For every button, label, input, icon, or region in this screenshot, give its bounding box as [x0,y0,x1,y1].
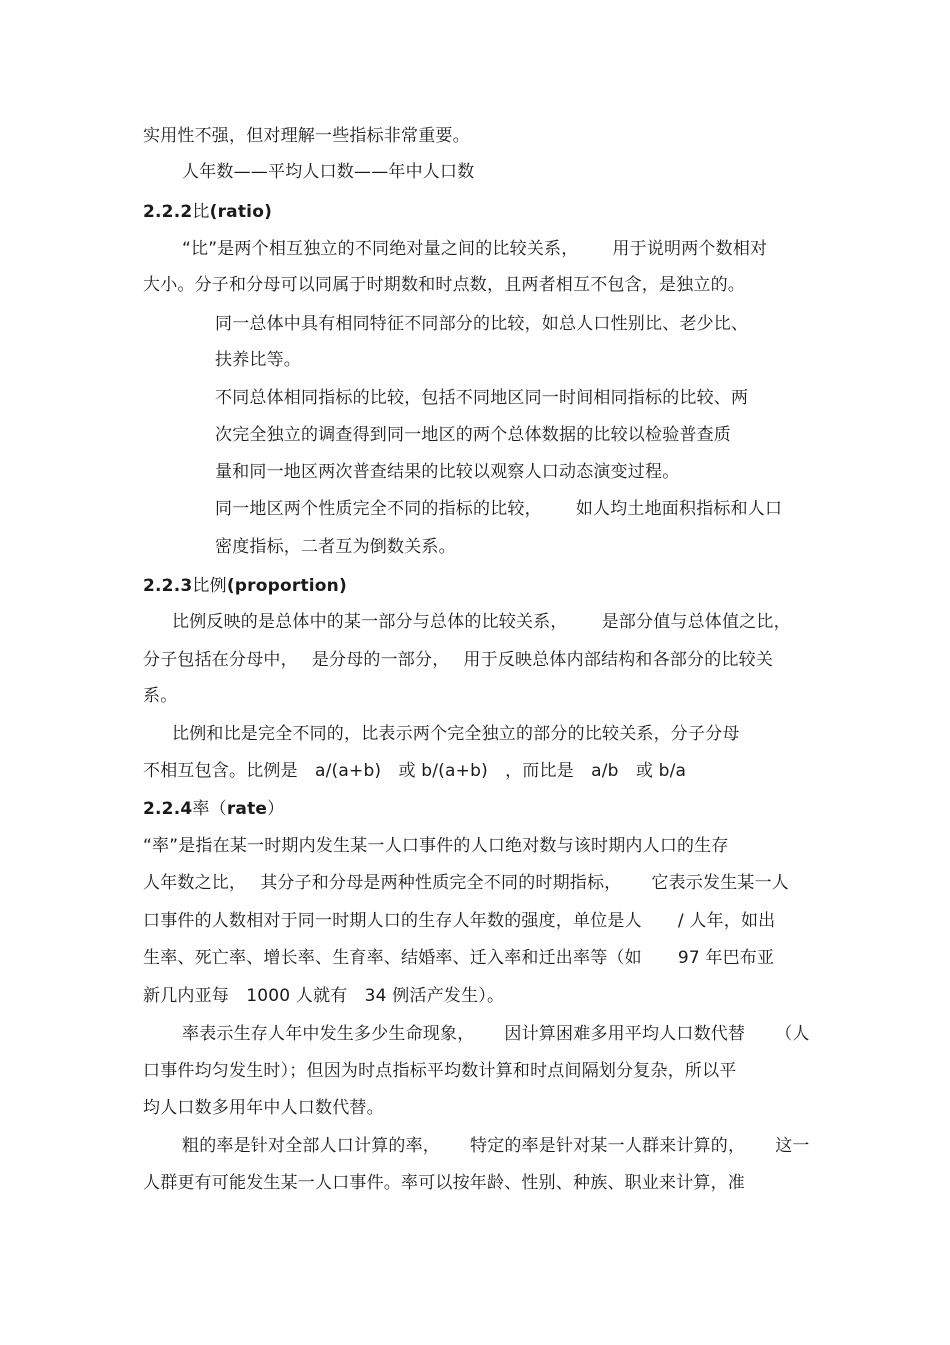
paragraph-line: 口事件的人数相对于同一时期人口的生存人年数的强度，单位是人 / 人年，如出 [143,911,776,931]
paragraph-line: 生率、死亡率、增长率、生育率、结婚率、迁入率和迁出率等（如 97 年巴布亚 [143,948,775,968]
list-item-line: 密度指标，二者互为倒数关系。 [215,537,456,557]
paragraph-line: 实用性不强，但对理解一些指标非常重要。 [143,126,470,146]
list-item-line: 量和同一地区两次普查结果的比较以观察人口动态演变过程。 [215,462,680,482]
paragraph-line: 系。 [143,686,178,706]
section-heading-2-2-4: 2.2.4率（rate） [143,799,285,819]
list-item-line: 同一地区两个性质完全不同的指标的比较， 如人均土地面积指标和人口 [215,499,783,519]
paragraph-line: 率表示生存人年中发生多少生命现象， 因计算困难多用平均人口数代替 （人 [182,1024,810,1044]
paragraph-line: 比例和比是完全不同的，比表示两个完全独立的部分的比较关系，分子分母 [172,724,740,744]
paragraph-line: 比例反映的是总体中的某一部分与总体的比较关系， 是部分值与总体值之比， [172,612,791,632]
section-heading-2-2-2: 2.2.2比(ratio) [143,202,273,222]
paragraph-line: “率”是指在某一时期内发生某一人口事件的人口绝对数与该时期内人口的生存 [143,836,729,856]
paragraph-line: 均人口数多用年中人口数代替。 [143,1098,384,1118]
list-item-line: 扶养比等。 [215,350,301,370]
paragraph-line: 口事件均匀发生时）；但因为时点指标平均数计算和时点间隔划分复杂，所以平 [143,1061,737,1081]
paragraph-line: 新几内亚每 1000 人就有 34 例活产发生）。 [143,986,505,1006]
paragraph-line: 人年数之比， 其分子和分母是两种性质完全不同的时期指标， 它表示发生某一人 [143,873,790,893]
list-item-line: 不同总体相同指标的比较，包括不同地区同一时间相同指标的比较、两 [215,388,749,408]
paragraph-line: 分子包括在分母中， 是分母的一部分， 用于反映总体内部结构和各部分的比较关 [143,650,774,670]
paragraph-line: 人年数——平均人口数——年中人口数 [182,162,475,182]
paragraph-line: 粗的率是针对全部人口计算的率， 特定的率是针对某一人群来计算的， 这一 [182,1136,810,1156]
list-item-line: 同一总体中具有相同特征不同部分的比较，如总人口性别比、老少比、 [215,314,749,334]
paragraph-line: “比”是两个相互独立的不同绝对量之间的比较关系， 用于说明两个数相对 [182,239,768,259]
paragraph-line: 人群更有可能发生某一人口事件。率可以按年龄、性别、种族、职业来计算，准 [143,1173,745,1193]
section-heading-2-2-3: 2.2.3比例(proportion) [143,576,347,596]
paragraph-line: 大小。分子和分母可以同属于时期数和时点数，且两者相互不包含，是独立的。 [143,275,745,295]
paragraph-line: 不相互包含。比例是 a/(a+b) 或 b/(a+b) ，而比是 a/b 或 b/a [143,761,687,781]
list-item-line: 次完全独立的调查得到同一地区的两个总体数据的比较以检验普查质 [215,425,731,445]
